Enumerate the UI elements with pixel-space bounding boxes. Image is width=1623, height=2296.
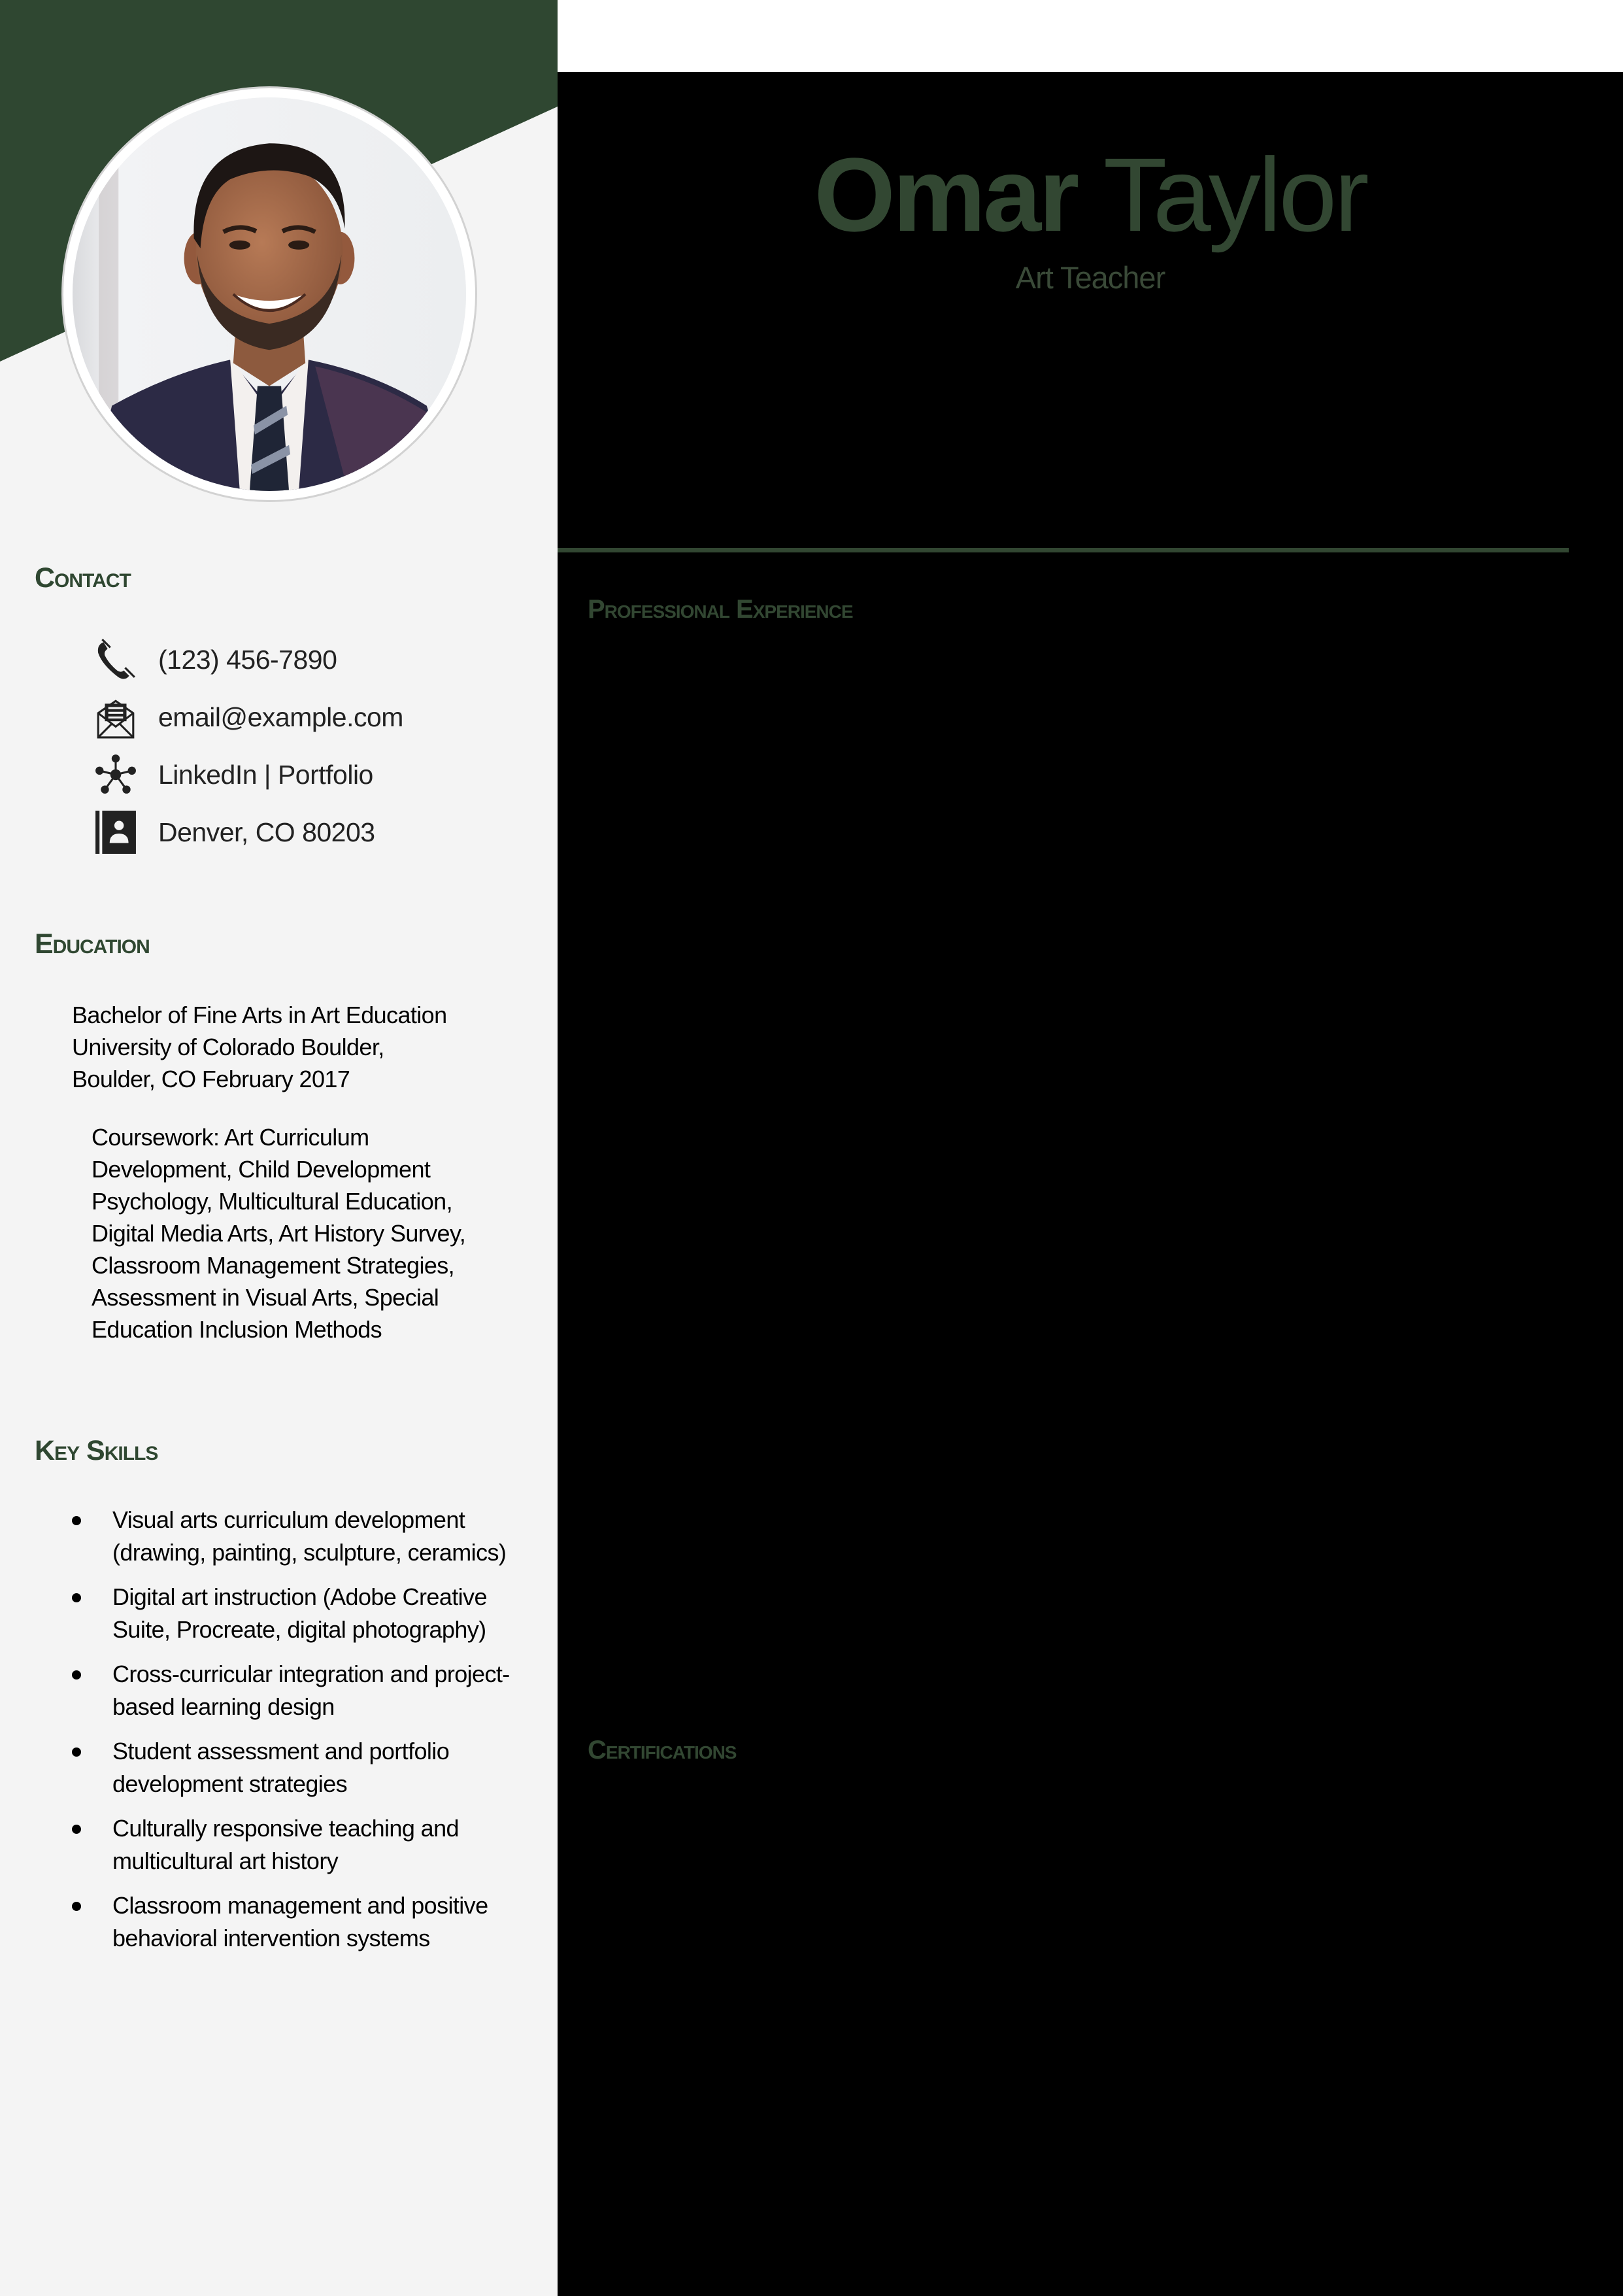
bullet-icon — [72, 1670, 81, 1680]
education-heading: Education — [35, 928, 150, 960]
skill-item: Digital art instruction (Adobe Creative Suite, Procreate, digital photography) — [65, 1581, 523, 1646]
contact-heading: Contact — [35, 562, 131, 594]
email-address[interactable]: email@example.com — [158, 701, 403, 732]
network-icon — [92, 752, 140, 798]
contact-list — [92, 631, 543, 861]
phone-icon — [92, 637, 140, 683]
contact-email — [92, 688, 543, 746]
candidate-name — [558, 136, 1623, 254]
profile-links[interactable]: LinkedIn | Portfolio — [158, 759, 373, 790]
bullet-icon — [72, 1516, 81, 1525]
last-name: Taylor — [1103, 136, 1367, 253]
skills-heading: Key Skills — [35, 1435, 158, 1466]
certifications-heading: Certifications — [588, 1736, 737, 1764]
profile-photo-image — [73, 97, 466, 491]
main-content — [558, 72, 1623, 2296]
experience-heading: Professional Experience — [588, 595, 853, 624]
bullet-icon — [72, 1825, 81, 1834]
skill-item: Visual arts curriculum development (drawing, painting, sculpture, ceramics) — [65, 1504, 523, 1569]
degree-name: Bachelor of Fine Arts in Art Education — [72, 1002, 447, 1028]
sidebar — [0, 0, 558, 2296]
person-portrait-icon — [73, 97, 466, 491]
skill-item: Classroom management and positive behavioral intervention systems — [65, 1889, 523, 1955]
skill-item: Student assessment and portfolio development strategies — [65, 1735, 523, 1800]
skills-list — [65, 1504, 523, 1967]
bullet-icon — [72, 1902, 81, 1911]
education-entry — [72, 999, 529, 1095]
job-title: Art Teacher — [1015, 260, 1165, 295]
skill-item: Culturally responsive teaching and multicultural art history — [65, 1812, 523, 1878]
bullet-icon — [72, 1747, 81, 1757]
school-location-date: Boulder, CO February 2017 — [72, 1066, 350, 1092]
envelope-icon — [92, 694, 140, 740]
profile-photo — [61, 86, 477, 502]
address-book-icon — [92, 809, 140, 855]
skill-item: Cross-curricular integration and project-based learning design — [65, 1658, 523, 1723]
contact-address — [92, 803, 543, 861]
bullet-icon — [72, 1593, 81, 1602]
first-name: Omar — [814, 136, 1077, 253]
contact-links — [92, 746, 543, 803]
school-name: University of Colorado Boulder, — [72, 1034, 384, 1060]
coursework: Coursework: Art Curriculum Development, Child Development Psychology, Multicultural Education, Digital Media Arts, Art History Survey, Classroom Management Strategies, Assessment in Visual Arts, Special Education Inclusion Methods — [92, 1124, 466, 1343]
phone-number[interactable]: (123) 456-7890 — [158, 644, 337, 675]
header-divider — [558, 548, 1569, 552]
location: Denver, CO 80203 — [158, 817, 375, 847]
contact-phone — [92, 631, 543, 688]
